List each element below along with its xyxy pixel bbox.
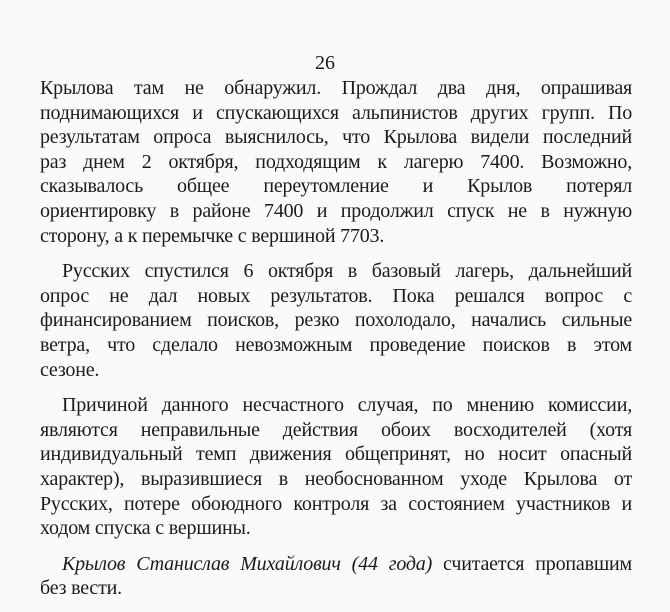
paragraph-3 [40,393,632,541]
text-line: Причиной данного несчастного случая, по мнению комиссии, [62,394,632,417]
person-name: Крылов Станислав Михайлович (44 года) [62,552,433,575]
text-line: ветра, что сделало невозможным проведение поисков в этом [40,333,632,356]
text-line: сторону, а к перемычке с вершиной 7703. [40,224,385,247]
text-line: ориентировку в районе 7400 и продолжил спуск не в нужную [40,199,632,222]
text-line: характер), выразившиеся в необоснованном уходе Крылова от [40,467,632,490]
text-line: без вести. [40,577,122,600]
text-line: ходом спуска с вершины. [40,517,251,540]
text-line: Русских спустился 6 октября в базовый лагерь, дальнейший [62,260,632,283]
text-line: результатам опроса выяснилось, что Крылова видели последний [40,126,632,149]
page-number: 26 [315,52,335,74]
text-line: финансированием поисков, резко похолодало, начались сильные [40,309,632,332]
text-segment: считается пропавшим [432,552,632,575]
paragraph-1 [40,76,632,248]
text-line: сезоне. [40,358,100,381]
text-line [40,552,632,577]
text-line: Крылова там не обнаружил. Прождал два дня, опрашивая [40,77,632,99]
text-line: индивидуальный темп движения общепринят, но носит опасный [40,443,632,466]
text-line: Русских, потере обоюдного контроля за состоянием участников и [40,492,632,515]
paragraph-4 [40,552,632,601]
text-line: являются неправильные действия обоих восходителей (хотя [40,418,632,441]
text-line: сказывалось общее переутомление и Крылов потерял [40,175,632,198]
document-body [40,76,632,612]
text-line: раз днем 2 октября, подходящим к лагерю 7400. Возможно, [40,150,632,173]
text-line: опрос не дал новых результатов. Пока решался вопрос с [40,284,632,307]
paragraph-2 [40,259,632,382]
text-line: поднимающихся и спускающихся альпинистов других групп. По [40,101,632,124]
